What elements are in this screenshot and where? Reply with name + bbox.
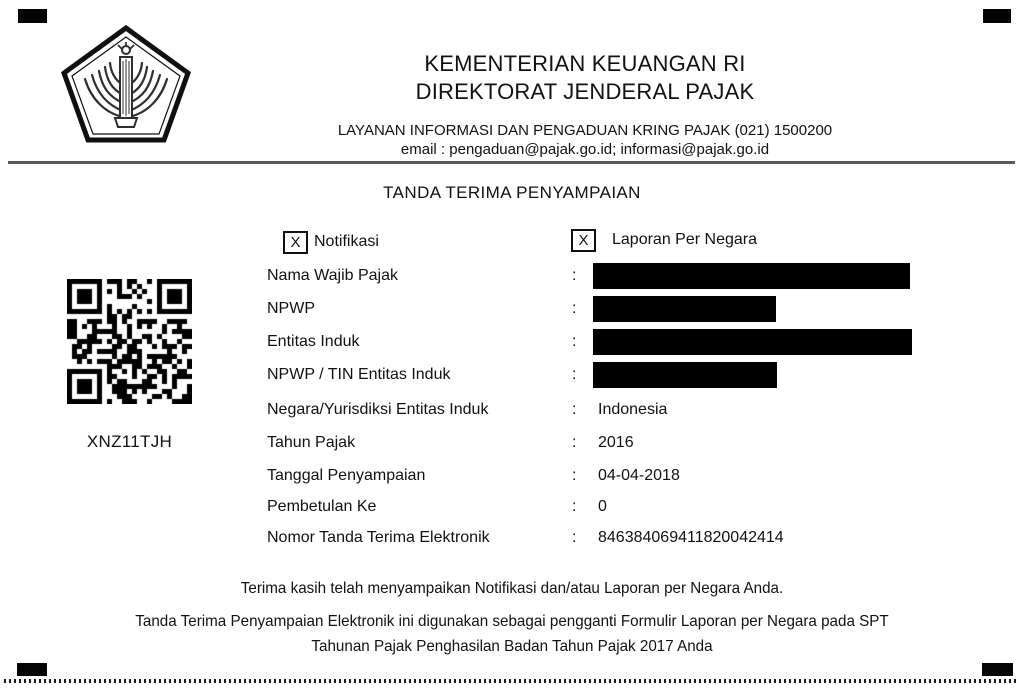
field-label: Entitas Induk	[267, 333, 360, 350]
field-row-npwp	[0, 296, 1024, 322]
field-row-entitas-induk	[0, 329, 1024, 355]
footer-note-line2: Tahunan Pajak Penghasilan Badan Tahun Pajak 2017 Anda	[311, 638, 713, 655]
field-value: 2016	[598, 434, 634, 451]
qr-code-text: XNZ11TJH	[86, 432, 173, 451]
service-hotline-line: LAYANAN INFORMASI DAN PENGADUAN KRING PAJAK (021) 1500200	[337, 122, 833, 139]
checkbox-laporan-per-negara-label: Laporan Per Negara	[612, 231, 757, 248]
field-label: Nomor Tanda Terima Elektronik	[267, 529, 490, 546]
field-colon: :	[572, 529, 577, 546]
field-row-negara-yurisdiksi	[0, 397, 1024, 423]
field-label: Pembetulan Ke	[267, 498, 377, 515]
field-colon: :	[572, 467, 577, 484]
field-value: 0	[598, 498, 607, 515]
redacted-value-bar	[593, 362, 777, 388]
check-mark-icon: X	[290, 234, 301, 251]
field-value: 846384069411820042414	[598, 529, 784, 546]
field-label: Negara/Yurisdiksi Entitas Induk	[267, 401, 489, 418]
field-colon: :	[572, 401, 577, 418]
registration-mark-bottom-right	[982, 663, 1013, 676]
registration-mark-bottom-left	[17, 663, 47, 676]
field-label: Tahun Pajak	[267, 434, 356, 451]
field-colon: :	[572, 300, 577, 317]
footer-thanks-text: Terima kasih telah menyampaikan Notifikasi dan/atau Laporan per Negara Anda.	[240, 580, 784, 597]
field-colon: :	[572, 333, 577, 350]
redacted-value-bar	[593, 296, 776, 322]
field-label: NPWP	[267, 300, 315, 317]
footer-note-line1: Tanda Terima Penyampaian Elektronik ini digunakan sebagai pengganti Formulir Laporan per Negara pada SPT	[135, 613, 889, 630]
header-divider	[8, 161, 1015, 164]
registration-mark-top-right	[983, 9, 1011, 23]
field-label: Tanggal Penyampaian	[267, 467, 426, 484]
field-colon: :	[572, 366, 577, 383]
ministry-name: KEMENTERIAN KEUANGAN RI	[424, 51, 746, 76]
field-row-npwp-tin-entitas-induk	[0, 362, 1024, 388]
perforation-dotted-line	[4, 679, 1018, 683]
redacted-value-bar	[593, 329, 912, 355]
check-mark-icon: X	[578, 232, 589, 249]
field-row-pembetulan-ke	[0, 494, 1024, 520]
field-row-nomor-tanda-terima	[0, 525, 1024, 551]
field-row-tahun-pajak	[0, 430, 1024, 456]
checkbox-notifikasi	[283, 231, 308, 254]
checkbox-laporan-per-negara	[571, 229, 596, 252]
field-value: Indonesia	[598, 401, 668, 418]
document-title: TANDA TERIMA PENYAMPAIAN	[383, 183, 641, 202]
field-row-nama-wajib-pajak	[0, 263, 1024, 289]
field-colon: :	[572, 498, 577, 515]
field-value: 04-04-2018	[598, 467, 680, 484]
redacted-value-bar	[593, 263, 910, 289]
kemenkeu-logo-icon	[58, 24, 194, 146]
field-row-tanggal-penyampaian	[0, 463, 1024, 489]
field-label: Nama Wajib Pajak	[267, 267, 399, 284]
field-label: NPWP / TIN Entitas Induk	[267, 366, 451, 383]
registration-mark-top-left	[18, 9, 47, 23]
field-colon: :	[572, 434, 577, 451]
email-line: email : pengaduan@pajak.go.id; informasi@pajak.go.id	[400, 141, 770, 158]
directorate-name: DIREKTORAT JENDERAL PAJAK	[415, 79, 755, 104]
checkbox-notifikasi-label: Notifikasi	[314, 233, 379, 250]
field-colon: :	[572, 267, 577, 284]
